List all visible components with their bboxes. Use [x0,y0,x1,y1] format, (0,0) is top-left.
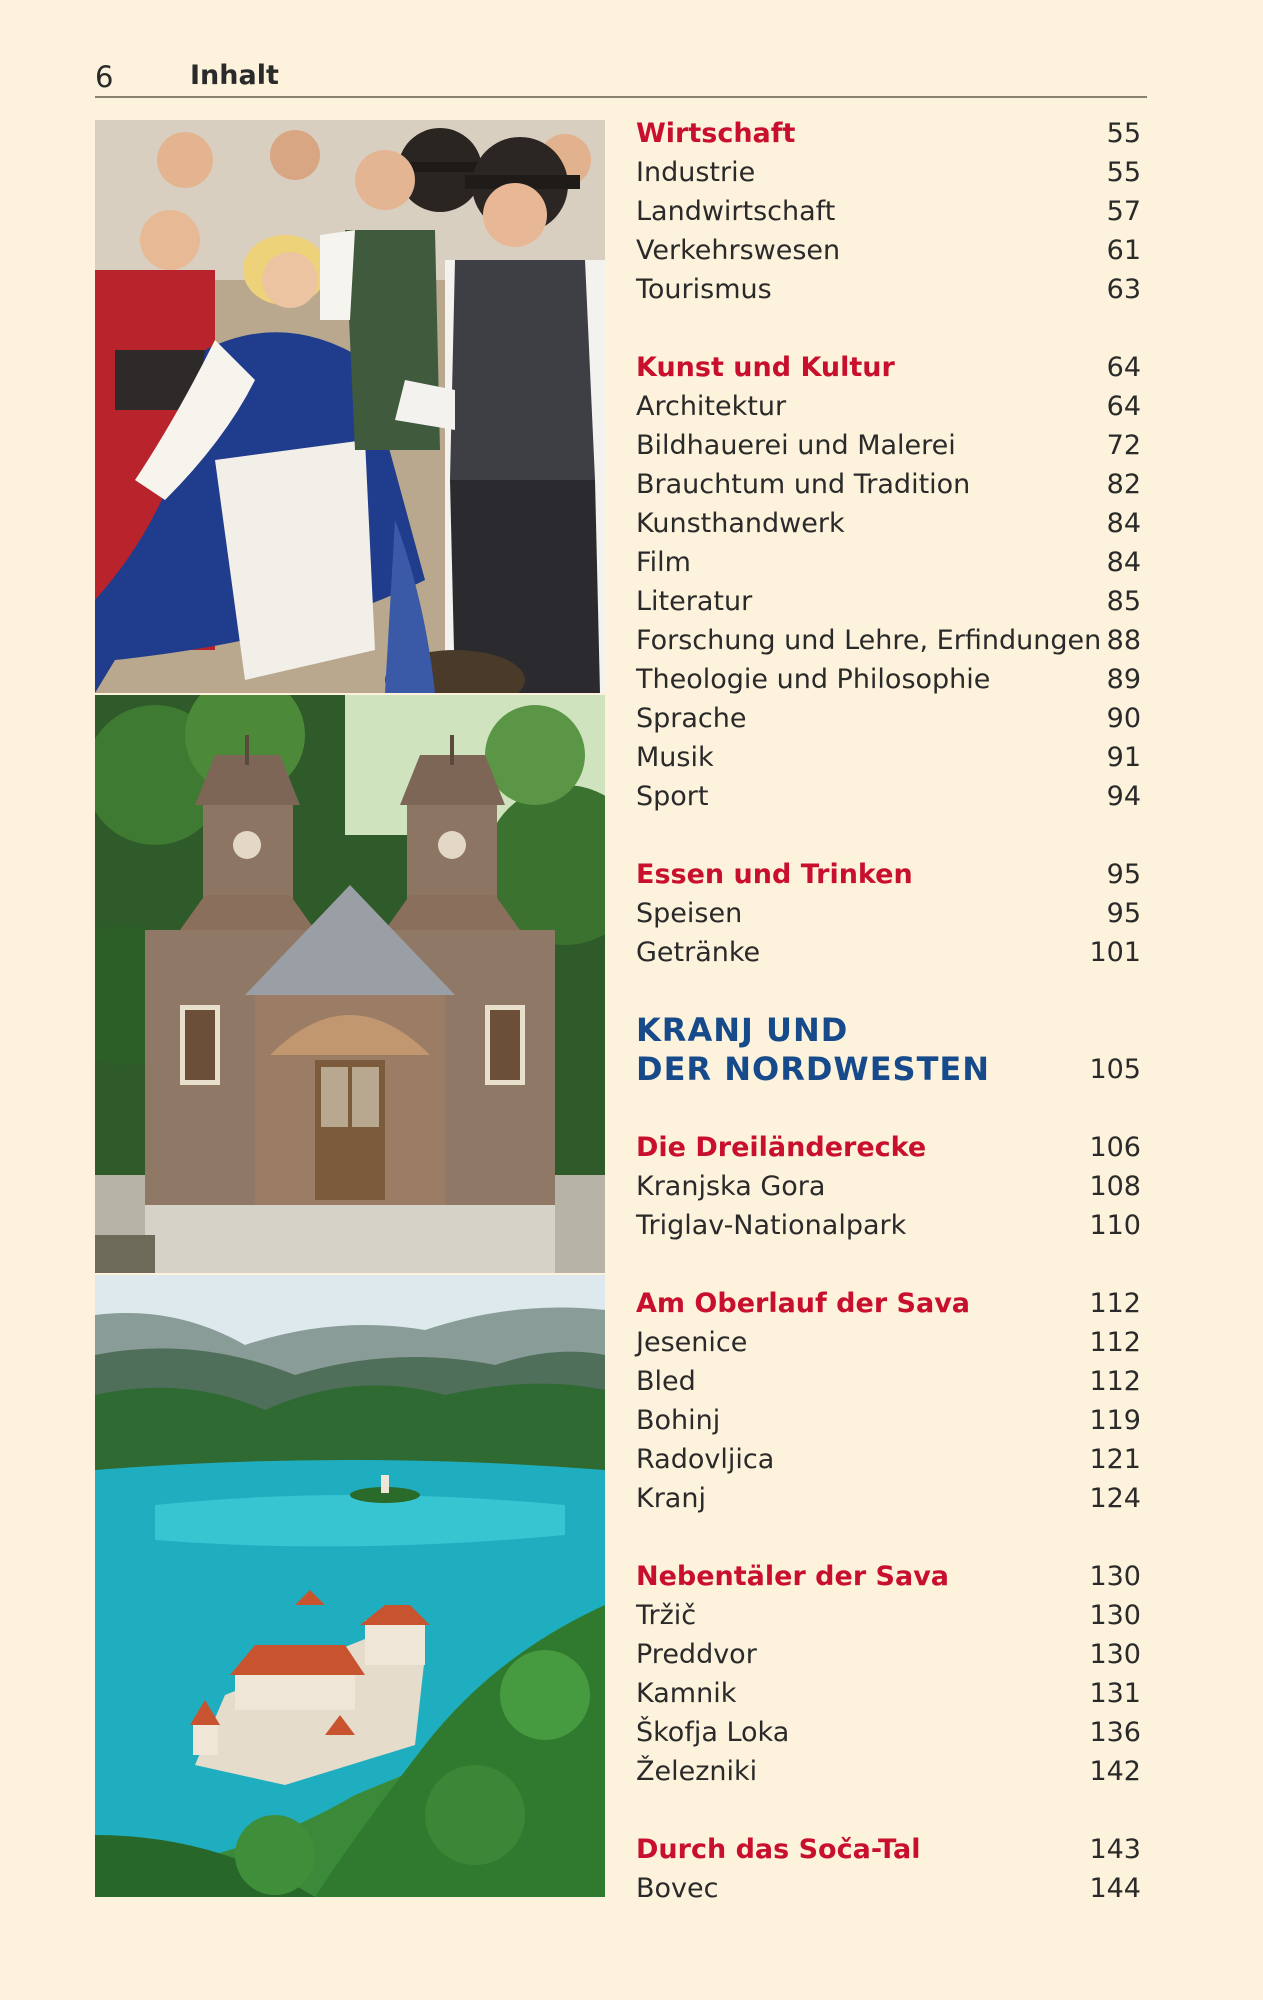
toc-entry[interactable] [636,1401,1141,1440]
page-ref: 106 [1089,1132,1141,1163]
entry-label: Industrie [636,157,756,188]
toc-entry[interactable] [636,621,1141,660]
photo-column [95,120,605,1897]
toc-entry[interactable] [636,1440,1141,1479]
spacer [636,816,1141,855]
page-ref: 130 [1089,1639,1141,1670]
page-title: Inhalt [190,60,279,91]
toc-entry[interactable] [636,1206,1141,1245]
entry-label: Tourismus [636,274,772,305]
entry-label: Getränke [636,937,761,968]
toc-entry[interactable] [636,1596,1141,1635]
lake-bled-photo [95,1275,605,1897]
entry-label: Forschung und Lehre, Erfindungen [636,625,1102,656]
page-ref: 72 [1106,430,1141,461]
toc-entry[interactable] [636,504,1141,543]
folk-dance-photo [95,120,605,693]
entry-label: Verkehrswesen [636,235,841,266]
table-of-contents [636,114,1141,1908]
toc-section-heading[interactable] [636,1557,1141,1596]
entry-label: Musik [636,742,714,773]
page-ref: 144 [1089,1873,1141,1904]
entry-label: Speisen [636,898,743,929]
spacer [636,1791,1141,1830]
page-ref: 61 [1106,235,1141,266]
section-title: Nebentäler der Sava [636,1561,950,1592]
page-ref: 112 [1089,1327,1141,1358]
toc-entry[interactable] [636,1674,1141,1713]
toc-entry[interactable] [636,660,1141,699]
section-title: Kunst und Kultur [636,352,895,383]
page-ref: 112 [1089,1366,1141,1397]
toc-entry[interactable] [636,1752,1141,1791]
page-ref: 143 [1089,1834,1141,1865]
toc-section-heading[interactable] [636,855,1141,894]
toc-section-heading[interactable] [636,114,1141,153]
page-number: 6 [95,60,114,94]
toc-entry[interactable] [636,192,1141,231]
page-ref: 55 [1106,118,1141,149]
toc-entry[interactable] [636,1362,1141,1401]
toc-entry[interactable] [636,933,1141,972]
page-ref: 131 [1089,1678,1141,1709]
entry-label: Škofja Loka [636,1717,790,1748]
toc-section-heading[interactable] [636,348,1141,387]
page-ref: 101 [1089,937,1141,968]
toc-entry[interactable] [636,894,1141,933]
toc-entry[interactable] [636,1167,1141,1206]
toc-section-heading[interactable] [636,1284,1141,1323]
page-ref: 136 [1089,1717,1141,1748]
toc-section-heading[interactable] [636,1128,1141,1167]
page-ref: 84 [1106,508,1141,539]
page-ref: 89 [1106,664,1141,695]
toc-chapter-heading[interactable] [636,1011,1141,1089]
chapter-title-line-2: DER NORDWESTEN [636,1050,991,1088]
page-ref: 57 [1106,196,1141,227]
page-ref: 105 [1089,1054,1141,1085]
spacer [636,1245,1141,1284]
toc-entry[interactable] [636,465,1141,504]
page-ref: 119 [1089,1405,1141,1436]
page-ref: 121 [1089,1444,1141,1475]
page-ref: 88 [1106,625,1141,656]
page-ref: 95 [1106,898,1141,929]
page-ref: 55 [1106,157,1141,188]
entry-label: Film [636,547,691,578]
toc-entry[interactable] [636,699,1141,738]
entry-label: Landwirtschaft [636,196,836,227]
page-ref: 85 [1106,586,1141,617]
entry-label: Bovec [636,1873,719,1904]
page-ref: 112 [1089,1288,1141,1319]
page-ref: 91 [1106,742,1141,773]
entry-label: Kranj [636,1483,706,1514]
entry-label: Kamnik [636,1678,737,1709]
page-ref: 108 [1089,1171,1141,1202]
toc-entry[interactable] [636,1713,1141,1752]
toc-entry[interactable] [636,777,1141,816]
page-ref: 130 [1089,1600,1141,1631]
entry-label: Preddvor [636,1639,757,1670]
entry-label: Architektur [636,391,787,422]
toc-entry[interactable] [636,231,1141,270]
toc-entry[interactable] [636,582,1141,621]
entry-label: Sport [636,781,709,812]
page-ref: 142 [1089,1756,1141,1787]
page-ref: 110 [1089,1210,1141,1241]
page-ref: 82 [1106,469,1141,500]
toc-entry[interactable] [636,1479,1141,1518]
spacer [636,972,1141,1011]
entry-label: Brauchtum und Tradition [636,469,971,500]
page-ref: 124 [1089,1483,1141,1514]
russian-chapel-photo [95,695,605,1273]
entry-label: Železniki [636,1756,758,1787]
spacer [636,309,1141,348]
entry-label: Literatur [636,586,753,617]
page-ref: 94 [1106,781,1141,812]
chapter-title-line-1: KRANJ UND [636,1011,849,1049]
toc-entry[interactable] [636,1323,1141,1362]
toc-entry[interactable] [636,1869,1141,1908]
section-title: Wirtschaft [636,118,796,149]
entry-label: Triglav-Nationalpark [636,1210,907,1241]
page-ref: 64 [1106,391,1141,422]
toc-entry[interactable] [636,387,1141,426]
toc-entry[interactable] [636,738,1141,777]
entry-label: Radovljica [636,1444,775,1475]
entry-label: Bled [636,1366,696,1397]
spacer [636,1518,1141,1557]
toc-section-heading[interactable] [636,1830,1141,1869]
page-header [95,58,1147,98]
page-ref: 84 [1106,547,1141,578]
page-ref: 95 [1106,859,1141,890]
section-title: Am Oberlauf der Sava [636,1288,971,1319]
section-title: Durch das Soča-Tal [636,1834,921,1865]
entry-label: Bildhauerei und Malerei [636,430,956,461]
entry-label: Tržič [636,1600,697,1631]
toc-entry[interactable] [636,543,1141,582]
toc-entry[interactable] [636,153,1141,192]
section-title: Die Dreiländerecke [636,1132,927,1163]
toc-entry[interactable] [636,270,1141,309]
entry-label: Jesenice [636,1327,748,1358]
entry-label: Kranjska Gora [636,1171,826,1202]
page-ref: 63 [1106,274,1141,305]
entry-label: Sprache [636,703,747,734]
page-ref: 64 [1106,352,1141,383]
toc-entry[interactable] [636,426,1141,465]
entry-label: Theologie und Philosophie [636,664,991,695]
page-ref: 90 [1106,703,1141,734]
toc-entry[interactable] [636,1635,1141,1674]
section-title: Essen und Trinken [636,859,913,890]
entry-label: Kunsthandwerk [636,508,845,539]
entry-label: Bohinj [636,1405,721,1436]
page-ref: 130 [1089,1561,1141,1592]
